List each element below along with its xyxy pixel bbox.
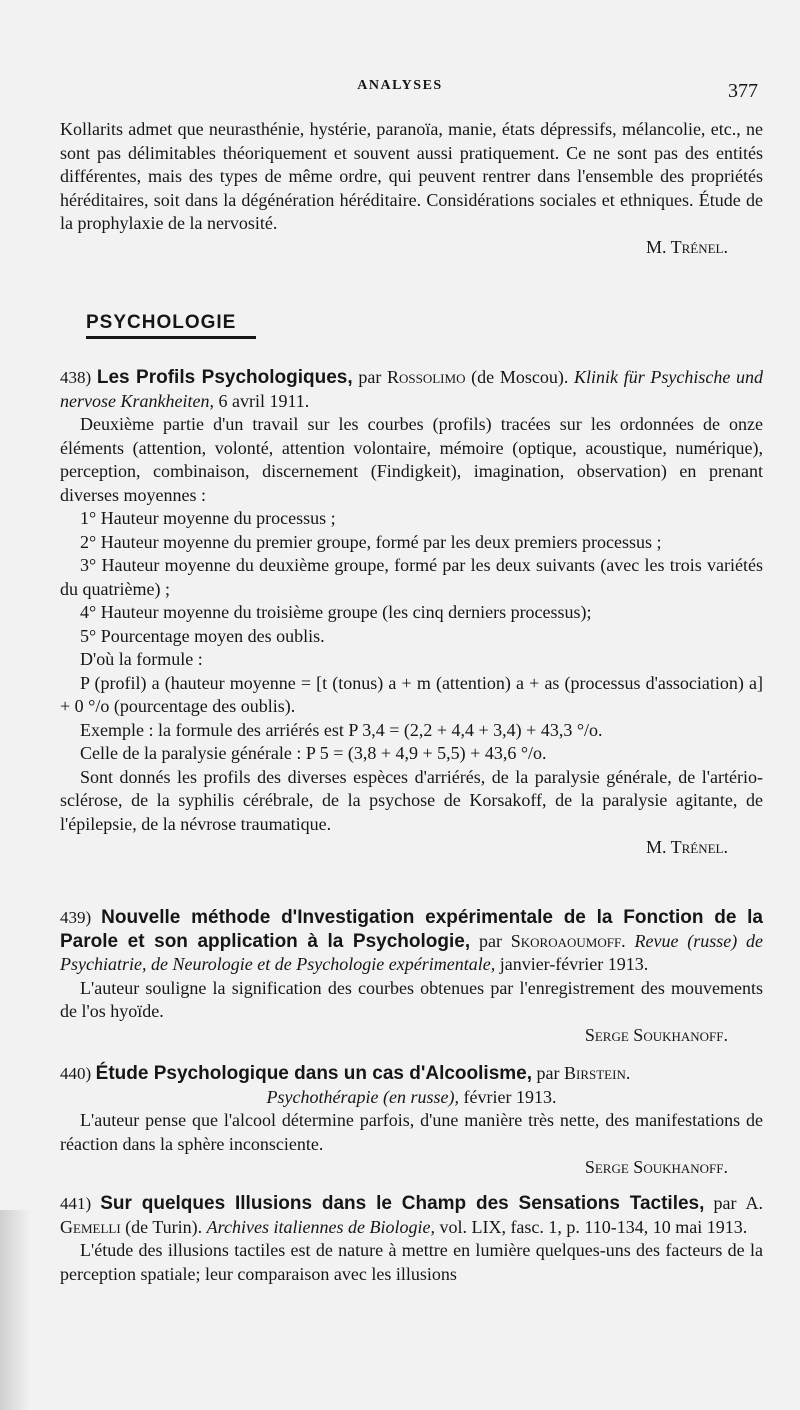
entry-journal: Psychothérapie (en russe), xyxy=(266,1086,459,1107)
section-title: PSYCHOLOGIE xyxy=(86,312,237,333)
entry-number: 441) xyxy=(60,1194,92,1213)
entry-author: Rossolimo xyxy=(387,367,466,387)
entry-438 xyxy=(60,366,763,860)
entry-journal: Revue (russe) de Psychiatrie, de Neurologie et de Psychologie expérimentale, xyxy=(60,930,764,974)
entry-origin: (de Moscou). xyxy=(471,367,569,387)
entry-journal: Klinik für Psychische und nervose Krankheiten, xyxy=(60,367,764,411)
paralysis-formula: Celle de la paralysie générale : P 5 = (3,8 + 4,9 + 5,5) + 43,6 °/o. xyxy=(80,743,547,763)
list-item: 5° Pourcentage moyen des oublis. xyxy=(80,625,325,646)
intro-signature: M. Trénel. xyxy=(645,236,728,257)
entry-439 xyxy=(60,906,763,1047)
entry-number: 440) xyxy=(60,1064,92,1083)
entry-date: 6 avril 1911. xyxy=(218,390,310,411)
by-word: par xyxy=(478,930,502,951)
entry-440-heading xyxy=(60,1062,763,1086)
entry-author: Skoroaoumoff. xyxy=(510,930,626,951)
entry-paragraph: Deuxième partie d'un travail sur les courbes (profils) tracées sur les ordonnées de onze éléments (attention, volonté, attention volontaire, mémoire (optique, acoustique, numérique), perception, combinaison, discernement (Findigkeit), imagination, observation) en prenant diverses moyennes : xyxy=(60,414,763,505)
entry-paragraph: L'auteur souligne la signification des courbes obtenues par l'enregistrement des mouvements de l'os hyoïde. xyxy=(60,977,763,1021)
entry-441 xyxy=(60,1192,763,1286)
entry-journal: Archives italiennes de Biologie, xyxy=(206,1216,435,1237)
entry-paragraph: L'étude des illusions tactiles est de nature à mettre en lumière quelques-uns des facteurs de la perception spatiale; leur comparaison avec les illusions xyxy=(60,1240,763,1284)
by-word: par xyxy=(536,1063,560,1083)
entry-number: 438) xyxy=(60,368,92,387)
entry-date: février 1913. xyxy=(463,1086,557,1107)
entry-441-heading xyxy=(60,1192,763,1239)
entry-signature: Serge Soukhanoff. xyxy=(584,1157,728,1177)
page-number: 377 xyxy=(728,80,758,102)
entry-440 xyxy=(60,1062,763,1180)
running-header: ANALYSES xyxy=(357,78,443,93)
entry-signature: Serge Soukhanoff. xyxy=(584,1024,728,1045)
formula: P (profil) a (hauteur moyenne = [t (tonus) a + m (attention) a + as (processus d'association) a] + 0 °/o (pourcentage des oublis). xyxy=(60,672,763,716)
list-item: 4° Hauteur moyenne du troisième groupe (les cinq derniers processus); xyxy=(80,602,592,622)
entry-number: 439) xyxy=(60,908,92,927)
entry-438-heading xyxy=(60,366,763,413)
entry-paragraph: L'auteur pense que l'alcool détermine parfois, d'une manière très nette, des manifestations de réaction dans la sphère inconsciente. xyxy=(60,1110,763,1154)
entry-signature: M. Trénel. xyxy=(645,837,728,857)
entry-author: A. Gemelli xyxy=(60,1193,763,1237)
by-word: par xyxy=(713,1193,737,1213)
list-item: 1° Hauteur moyenne du processus ; xyxy=(80,508,336,528)
entry-title: Les Profils Psychologiques, xyxy=(96,367,353,388)
entry-details: vol. LIX, fasc. 1, p. 110-134, 10 mai 1913. xyxy=(439,1216,748,1237)
entry-title: Nouvelle méthode d'Investigation expérimentale de la Fonction de la Parole et son application à la Psychologie, xyxy=(60,907,764,952)
section-underline xyxy=(86,336,256,339)
entry-author: Birstein. xyxy=(564,1063,631,1083)
entry-title: Sur quelques Illusions dans le Champ des Sensations Tactiles, xyxy=(100,1193,705,1214)
intro-paragraph: Kollarits admet que neurasthénie, hystérie, paranoïa, manie, états dépressifs, mélancolie, etc., ne sont pas délimitables théoriquement et souvent aussi pratiquement. Ce ne sont pas des entités différentes, mais des types de même ordre, qui peuvent rentrer dans l'ensemble des propriétés héréditaires, soit dans la dégénération héréditaire. Considérations sociales et ethniques. Étude de la prophylaxie de la nervosité. xyxy=(60,119,763,233)
list-item: 3° Hauteur moyenne du deuxième groupe, formé par les deux suivants (avec les trois variétés du quatrième) ; xyxy=(60,555,763,599)
entry-439-heading xyxy=(60,906,763,977)
entry-paragraph: Sont donnés les profils des diverses espèces d'arriérés, de la paralysie générale, de l'artério-sclérose, de la syphilis cérébrale, de la psychose de Korsakoff, de la paralysie agitante, de l'épilepsie, de la névrose traumatique. xyxy=(60,766,763,834)
entry-origin: (de Turin). xyxy=(125,1216,203,1237)
entry-source xyxy=(60,1086,763,1110)
intro-block xyxy=(60,118,763,259)
example-formula: Exemple : la formule des arriérés est P 3,4 = (2,2 + 4,4 + 3,4) + 43,3 °/o. xyxy=(80,719,603,740)
by-word: par xyxy=(358,367,382,387)
entry-title: Étude Psychologique dans un cas d'Alcoolisme, xyxy=(95,1063,533,1084)
page-edge-shadow xyxy=(0,1210,30,1410)
formula-intro: D'où la formule : xyxy=(80,649,203,669)
entry-date: janvier-février 1913. xyxy=(499,954,649,974)
list-item: 2° Hauteur moyenne du premier groupe, formé par les deux premiers processus ; xyxy=(80,531,662,552)
